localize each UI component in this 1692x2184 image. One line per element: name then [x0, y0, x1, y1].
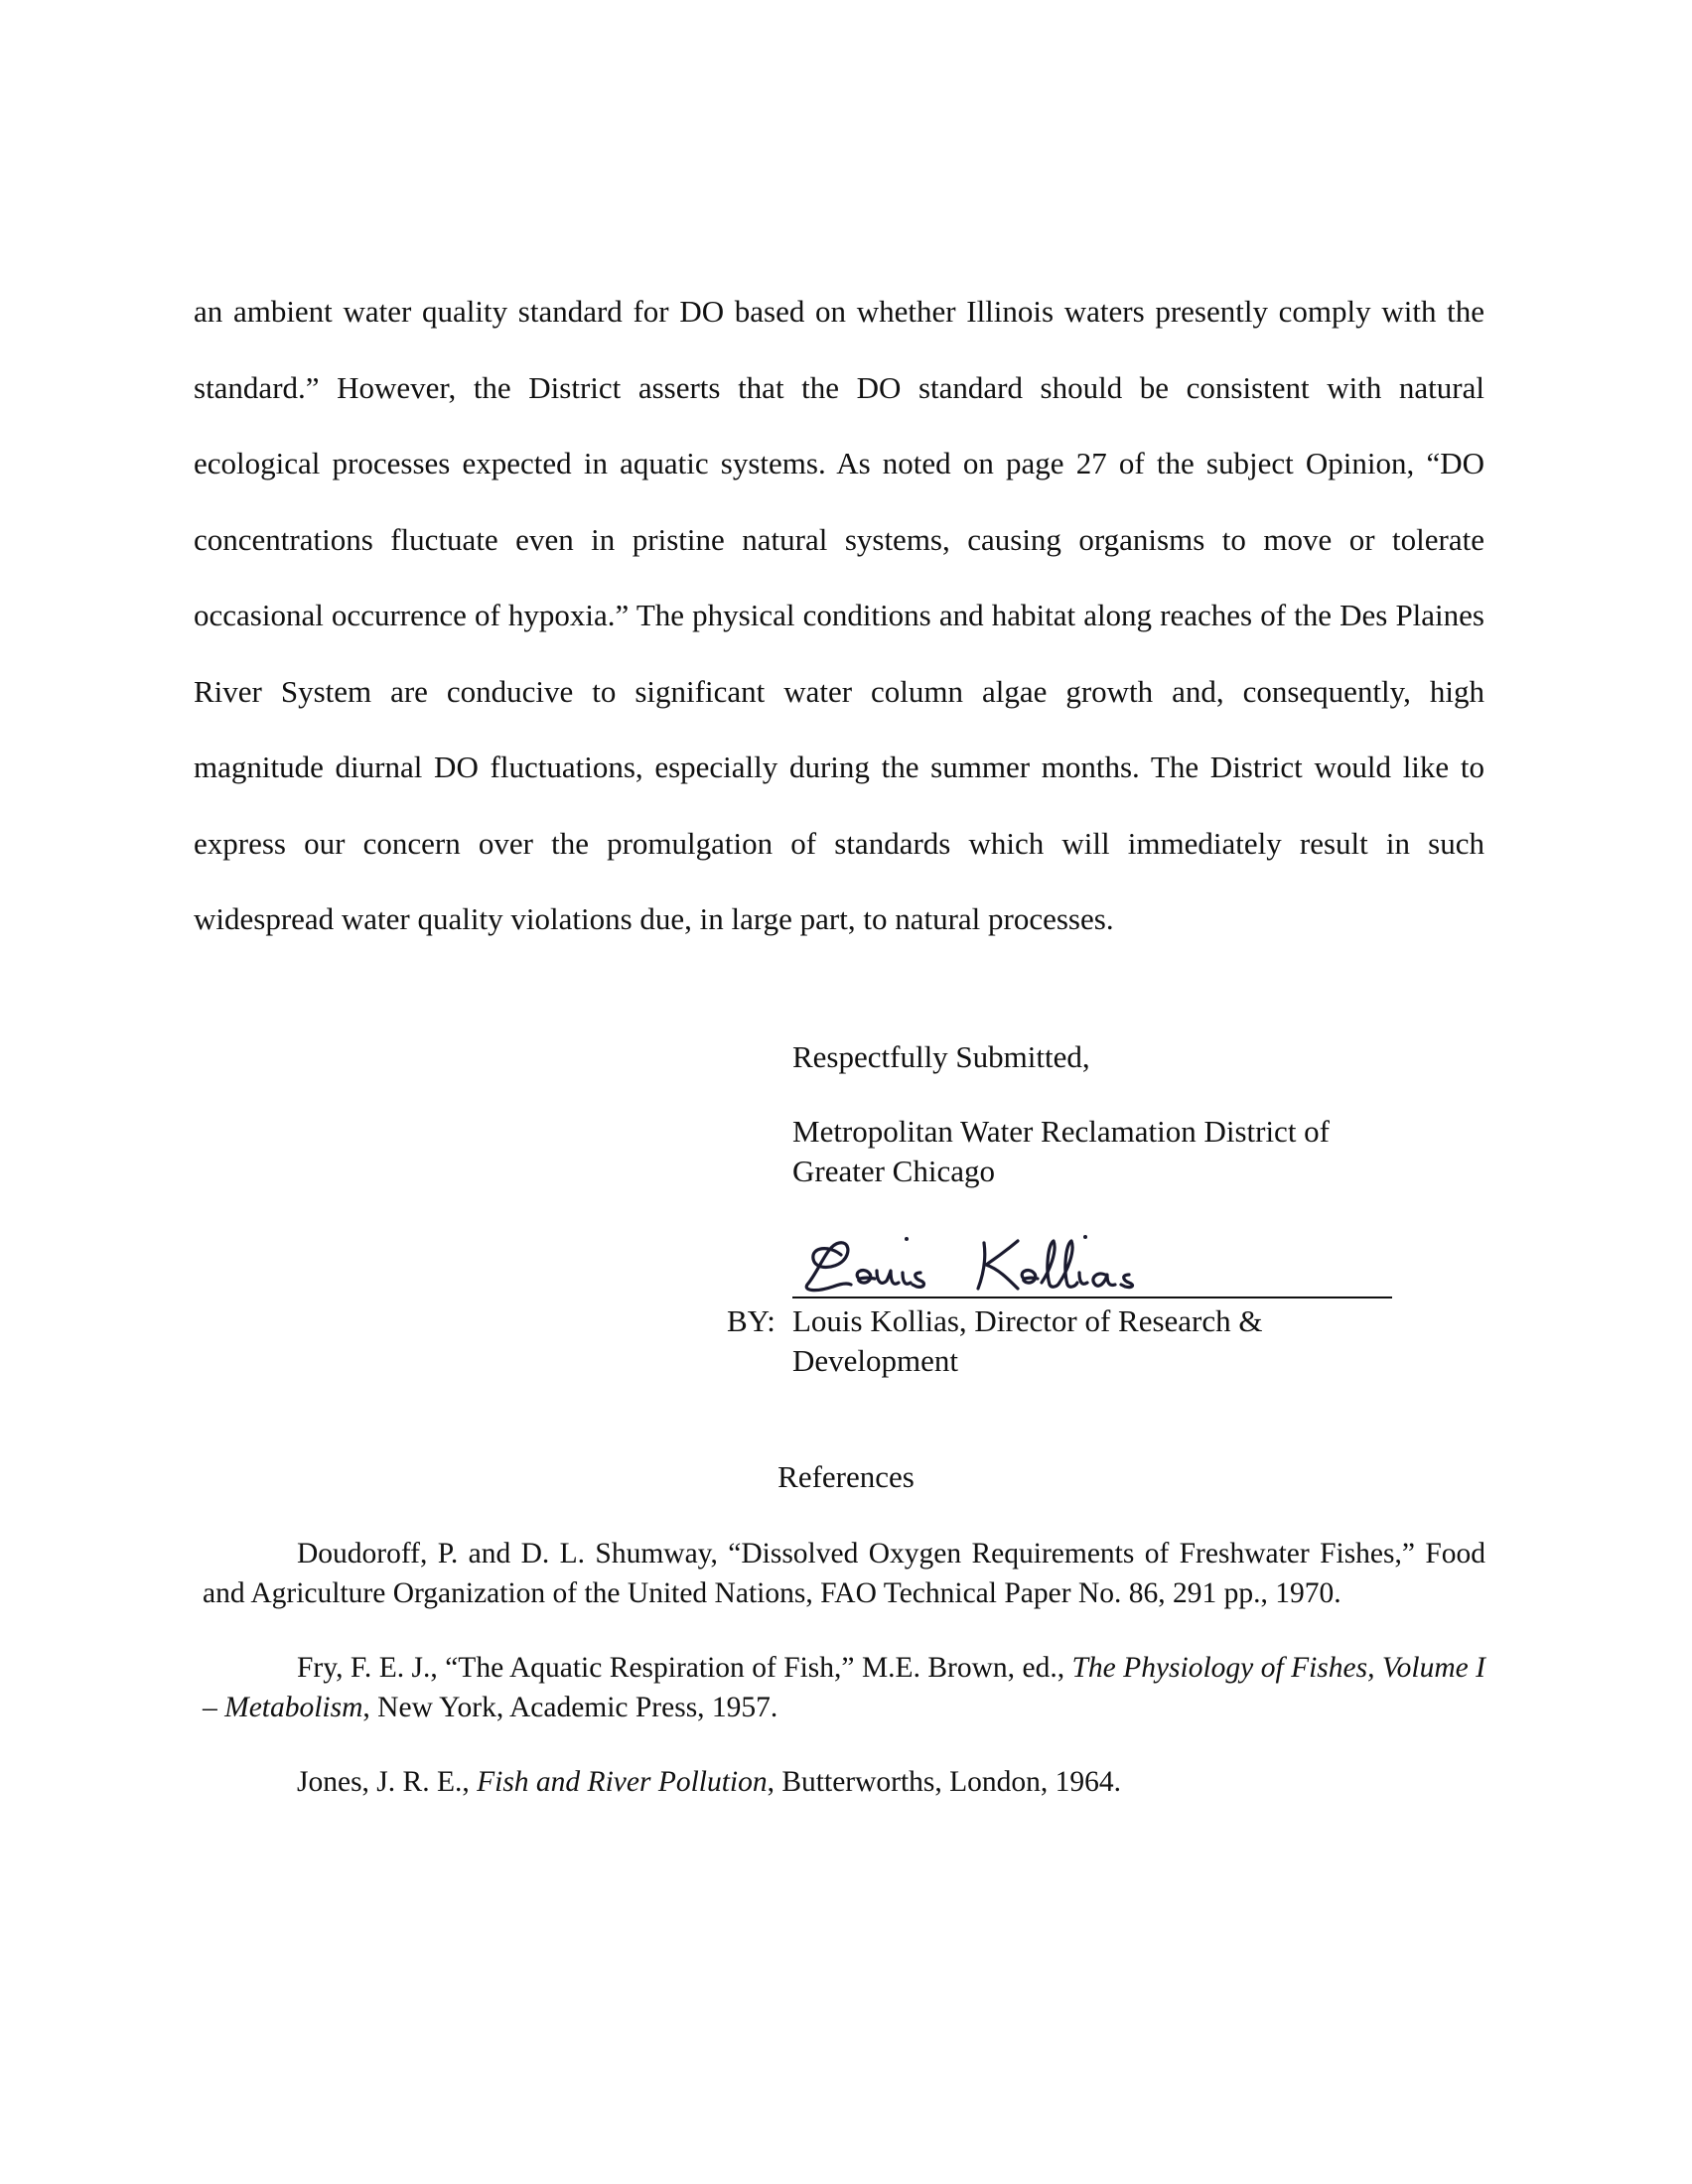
by-label: BY:: [727, 1303, 776, 1338]
reference-text: , Butterworths, London, 1964.: [767, 1766, 1122, 1798]
body-paragraph: an ambient water quality standard for DO based on whether Illinois waters presently comply with the standard.” However, the District asserts that the DO standard should be consistent with natural ecological processes expected in aquatic systems. As noted on page 27 of the subject Opinion, “DO concentrations fluctuate even in pristine natural systems, causing organisms to move or tolerate occasional occurrence of hypoxia.” The physical conditions and habitat along reaches of the Des Plaines River System are conducive to significant water column algae growth and, consequently, high magnitude diurnal DO fluctuations, especially during the summer months. The District would like to express our concern over the promulgation of standards which will immediately result in such widespread water quality violations due, in large part, to natural processes.: [194, 294, 1484, 936]
reference-title: The Physiology of Fishes, Volume I – Metabolism: [203, 1652, 1485, 1723]
organization-line: Greater Chicago: [792, 1154, 995, 1188]
reference-entry: [203, 1762, 1485, 1802]
organization-block: [792, 1112, 1408, 1191]
handwritten-signature: [789, 1221, 1385, 1300]
signer-block: [792, 1301, 1388, 1381]
reference-text: Jones, J. R. E.,: [297, 1766, 478, 1798]
signer-line: Louis Kollias, Director of Research &: [792, 1303, 1263, 1338]
signer-line: Development: [792, 1343, 959, 1378]
reference-text: Fry, F. E. J., “The Aquatic Respiration of Fish,” M.E. Brown, ed.,: [297, 1652, 1072, 1684]
reference-text: , New York, Academic Press, 1957.: [362, 1692, 778, 1723]
organization-line: Metropolitan Water Reclamation District of: [792, 1114, 1331, 1149]
reference-entry: Doudoroff, P. and D. L. Shumway, “Dissolved Oxygen Requirements of Freshwater Fishes,” Food and Agriculture Organization of the United Nations, FAO Technical Paper No. 86, 291 pp., 1970.: [203, 1538, 1485, 1609]
closing-salutation: Respectfully Submitted,: [792, 1039, 1090, 1074]
signature-text: Louis Kollias: [789, 1221, 795, 1222]
references-heading: References: [777, 1459, 915, 1494]
reference-title: Fish and River Pollution: [477, 1766, 768, 1798]
reference-entry: [203, 1648, 1485, 1727]
signature-line: [792, 1297, 1392, 1298]
